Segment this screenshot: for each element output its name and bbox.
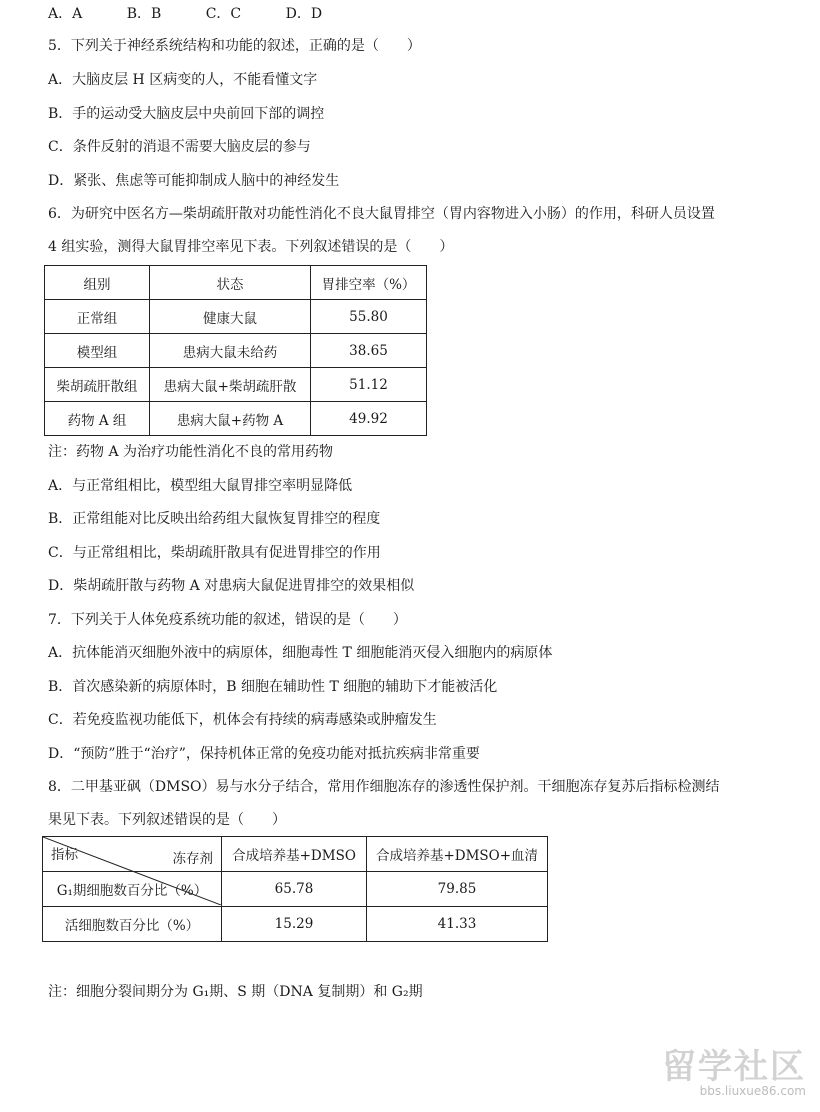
q7-stem: 7．下列关于人体免疫系统功能的叙述，错误的是（ ） (48, 612, 407, 628)
q5-stem: 5．下列关于神经系统结构和功能的叙述，正确的是（ ） (48, 38, 421, 54)
q5-option-c: C．条件反射的消退不需要大脑皮层的参与 (48, 139, 311, 155)
corner-label-top: 冻存剂 (172, 851, 213, 867)
q6-option-c: C．与正常组相比，柴胡疏肝散具有促进胃排空的作用 (48, 545, 381, 561)
q5-option-a: A．大脑皮层 H 区病变的人，不能看懂文字 (48, 72, 318, 88)
table-cell: 健康大鼠 (150, 300, 311, 334)
corner-label-bottom: 指标 (51, 847, 78, 863)
table-cell: 38.65 (311, 334, 427, 368)
table-row (45, 300, 427, 334)
table-cell: 65.78 (222, 872, 367, 907)
table-row (45, 368, 427, 402)
table-cell: 患病大鼠+柴胡疏肝散 (150, 368, 311, 402)
q4-option-a: A．A (48, 6, 83, 22)
q6-stem-line1: 6．为研究中医名方—柴胡疏肝散对功能性消化不良大鼠胃排空（胃内容物进入小肠）的作用，科研人员设置 (48, 206, 715, 222)
table-cell: 柴胡疏肝散组 (45, 368, 150, 402)
q6-option-d: D．柴胡疏肝散与药物 A 对患病大鼠促进胃排空的效果相似 (48, 578, 415, 594)
q6-option-a: A．与正常组相比，模型组大鼠胃排空率明显降低 (48, 478, 353, 494)
q4-options (48, 4, 362, 24)
q4-option-c: C．C (205, 6, 242, 22)
table-row (43, 907, 548, 942)
q5-option-b: B．手的运动受大脑皮层中央前回下部的调控 (48, 106, 325, 122)
table-cell: 51.12 (311, 368, 427, 402)
q8-stem-line1: 8．二甲基亚砜（DMSO）易与水分子结合，常用作细胞冻存的渗透性保护剂。干细胞冻存复苏后指标检测结 (48, 779, 720, 795)
table-header-cell: 组别 (45, 266, 150, 300)
q4-option-d: D．D (285, 6, 323, 22)
table-row (45, 334, 427, 368)
q7-option-a: A．抗体能消灭细胞外液中的病原体，细胞毒性 T 细胞能消灭侵入细胞内的病原体 (48, 645, 553, 661)
q4-option-b: B．B (126, 6, 162, 22)
q5-option-d: D．紧张、焦虑等可能抑制成人脑中的神经发生 (48, 173, 340, 189)
q7-option-c: C．若免疫监视功能低下，机体会有持续的病毒感染或肿瘤发生 (48, 712, 437, 728)
table-cell: 79.85 (367, 872, 548, 907)
q6-option-b: B．正常组能对比反映出给药组大鼠恢复胃排空的程度 (48, 511, 381, 527)
table-header-cell: 合成培养基+DMSO (222, 837, 367, 872)
table-header-cell: 合成培养基+DMSO+血清 (367, 837, 548, 872)
table-header-row (43, 837, 548, 872)
q7-option-b: B．首次感染新的病原体时，B 细胞在辅助性 T 细胞的辅助下才能被活化 (48, 679, 498, 695)
table-cell: 正常组 (45, 300, 150, 334)
table-row-label: G₁期细胞数百分比（%） (43, 872, 222, 907)
q7-option-d: D．“预防”胜于“治疗”，保持机体正常的免疫功能对抵抗疾病非常重要 (48, 746, 480, 762)
watermark (662, 1039, 806, 1098)
table-cell: 41.33 (367, 907, 548, 942)
table-header-row (45, 266, 427, 300)
q6-table (44, 265, 427, 436)
table-cell: 患病大鼠未给药 (150, 334, 311, 368)
q6-note: 注：药物 A 为治疗功能性消化不良的常用药物 (48, 444, 334, 460)
table-cell: 15.29 (222, 907, 367, 942)
q8-table (42, 836, 548, 942)
watermark-title: 留学社区 (662, 1047, 806, 1087)
table-header-cell: 状态 (150, 266, 311, 300)
table-corner-cell (43, 837, 222, 872)
watermark-url: bbs.liuxue86.com (699, 1084, 806, 1098)
table-cell: 55.80 (311, 300, 427, 334)
table-cell: 模型组 (45, 334, 150, 368)
q8-note: 注：细胞分裂间期分为 G₁期、S 期（DNA 复制期）和 G₂期 (48, 984, 423, 1000)
table-cell: 49.92 (311, 402, 427, 436)
table-cell: 患病大鼠+药物 A (150, 402, 311, 436)
q6-stem-line2: 4 组实验，测得大鼠胃排空率见下表。下列叙述错误的是（ ） (48, 239, 454, 255)
table-header-cell: 胃排空率（%） (311, 266, 427, 300)
q8-stem-line2: 果见下表。下列叙述错误的是（ ） (48, 812, 286, 828)
table-row-label: 活细胞数百分比（%） (43, 907, 222, 942)
table-cell: 药物 A 组 (45, 402, 150, 436)
table-row (45, 402, 427, 436)
